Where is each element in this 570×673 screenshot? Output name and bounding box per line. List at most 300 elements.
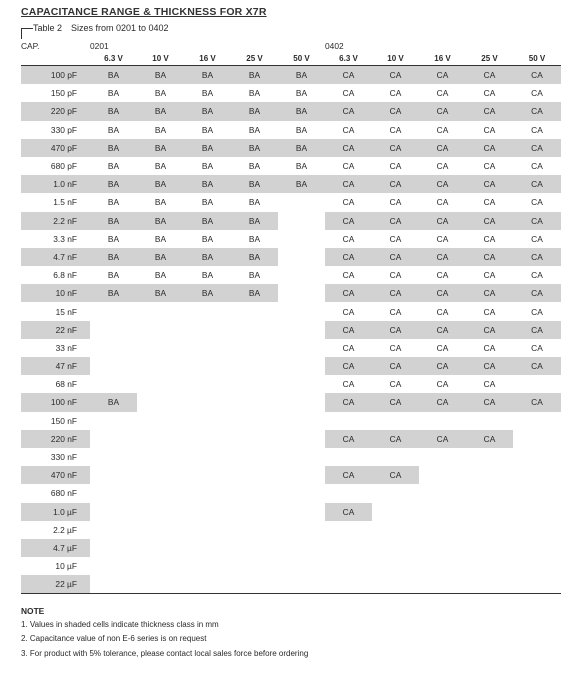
table-row <box>21 248 561 266</box>
thickness-cell: BA <box>201 124 214 135</box>
thickness-cell <box>90 339 137 357</box>
thickness-cell <box>372 557 419 575</box>
thickness-cell <box>137 302 184 320</box>
thickness-cell: BA <box>231 102 278 120</box>
thickness-cell <box>90 412 137 430</box>
thickness-cell: CA <box>419 66 466 85</box>
voltage-header: 6.3 V <box>325 51 372 66</box>
thickness-cell <box>513 448 561 466</box>
thickness-cell <box>231 375 278 393</box>
thickness-cell <box>278 284 325 302</box>
thickness-cell: BA <box>90 175 137 193</box>
thickness-cell: BA <box>201 88 214 99</box>
thickness-cell <box>184 575 231 594</box>
notes-section <box>21 604 308 661</box>
thickness-cell: CA <box>372 393 419 411</box>
thickness-cell <box>90 503 137 521</box>
thickness-cell <box>231 430 278 448</box>
thickness-cell: CA <box>466 357 513 375</box>
thickness-cell <box>90 521 137 539</box>
thickness-cell: BA <box>248 197 261 208</box>
thickness-cell: CA <box>466 66 513 85</box>
thickness-cell: CA <box>483 88 496 99</box>
thickness-cell <box>137 448 184 466</box>
thickness-cell <box>137 539 184 557</box>
thickness-cell: BA <box>295 88 308 99</box>
thickness-cell: BA <box>231 212 278 230</box>
thickness-cell <box>90 321 137 339</box>
thickness-cell: CA <box>466 248 513 266</box>
thickness-cell: CA <box>483 197 496 208</box>
thickness-cell: CA <box>372 248 419 266</box>
thickness-cell: CA <box>372 284 419 302</box>
thickness-cell <box>231 412 278 430</box>
thickness-cell <box>90 448 137 466</box>
thickness-cell <box>278 412 325 430</box>
thickness-cell: CA <box>342 88 355 99</box>
thickness-cell <box>137 339 184 357</box>
thickness-cell: CA <box>372 430 419 448</box>
thickness-cell: CA <box>513 212 561 230</box>
thickness-cell: CA <box>419 248 466 266</box>
cap-value: 10 µF <box>55 561 77 572</box>
thickness-cell <box>184 393 231 411</box>
thickness-cell <box>184 412 231 430</box>
thickness-cell <box>278 448 325 466</box>
cap-value: 470 nF <box>21 466 90 484</box>
thickness-cell: CA <box>531 306 543 317</box>
thickness-cell <box>372 503 419 521</box>
table-row <box>21 430 561 448</box>
thickness-cell <box>513 375 561 393</box>
thickness-cell <box>184 430 231 448</box>
thickness-cell: CA <box>419 139 466 157</box>
thickness-cell <box>278 503 325 521</box>
thickness-cell: CA <box>513 175 561 193</box>
thickness-cell <box>137 484 184 502</box>
thickness-cell <box>513 466 561 484</box>
thickness-cell: BA <box>90 139 137 157</box>
thickness-cell <box>513 412 561 430</box>
voltage-header: 10 V <box>372 51 419 66</box>
thickness-cell <box>419 484 466 502</box>
thickness-cell <box>372 575 419 594</box>
thickness-cell: CA <box>389 197 402 208</box>
table-body <box>21 66 561 594</box>
table-row <box>21 266 561 284</box>
thickness-cell: CA <box>342 379 355 390</box>
thickness-cell: CA <box>419 284 466 302</box>
thickness-cell: BA <box>184 102 231 120</box>
thickness-cell: CA <box>436 270 449 281</box>
voltage-header: 16 V <box>419 51 466 66</box>
thickness-cell <box>231 321 278 339</box>
cap-value: 15 nF <box>55 306 77 317</box>
table-row <box>21 466 561 484</box>
cap-value: 330 nF <box>50 452 77 463</box>
thickness-cell: CA <box>531 197 543 208</box>
thickness-cell: CA <box>389 161 402 172</box>
thickness-cell <box>513 503 561 521</box>
thickness-cell: CA <box>325 430 372 448</box>
thickness-cell <box>231 302 278 320</box>
table-number: Table 2 <box>33 23 63 33</box>
cap-value: 22 nF <box>21 321 90 339</box>
thickness-cell <box>278 302 325 320</box>
thickness-cell <box>184 557 231 575</box>
thickness-cell: CA <box>342 342 355 353</box>
thickness-cell: CA <box>483 270 496 281</box>
thickness-cell <box>325 539 372 557</box>
thickness-cell: CA <box>325 139 372 157</box>
thickness-cell: CA <box>419 393 466 411</box>
cap-value: 100 nF <box>21 393 90 411</box>
thickness-cell <box>231 521 278 539</box>
thickness-cell: CA <box>325 393 372 411</box>
thickness-cell <box>278 375 325 393</box>
thickness-cell <box>184 521 231 539</box>
cap-value: 1.0 nF <box>21 175 90 193</box>
thickness-cell: CA <box>389 270 402 281</box>
thickness-cell <box>325 521 372 539</box>
table-row <box>21 412 561 430</box>
thickness-cell: BA <box>184 248 231 266</box>
thickness-cell: CA <box>483 233 496 244</box>
thickness-cell: CA <box>466 175 513 193</box>
thickness-cell: CA <box>325 284 372 302</box>
thickness-cell: CA <box>483 161 496 172</box>
thickness-cell <box>372 448 419 466</box>
cap-value: 22 µF <box>21 575 90 594</box>
thickness-cell: CA <box>325 248 372 266</box>
thickness-cell: BA <box>248 270 261 281</box>
thickness-cell <box>419 539 466 557</box>
thickness-cell: BA <box>137 139 184 157</box>
thickness-cell <box>278 575 325 594</box>
cap-value: 100 pF <box>21 66 90 85</box>
cap-value: 1.0 µF <box>21 503 90 521</box>
thickness-cell: BA <box>184 139 231 157</box>
table-row <box>21 521 561 539</box>
thickness-cell: BA <box>248 233 261 244</box>
thickness-cell: CA <box>389 342 402 353</box>
thickness-cell: CA <box>342 306 355 317</box>
table-row <box>21 66 561 85</box>
thickness-cell <box>278 557 325 575</box>
thickness-cell: BA <box>154 197 167 208</box>
thickness-cell: CA <box>513 139 561 157</box>
thickness-cell <box>278 393 325 411</box>
voltage-header: 25 V <box>231 51 278 66</box>
table-row <box>21 321 561 339</box>
voltage-header: 50 V <box>278 51 325 66</box>
thickness-cell: BA <box>137 248 184 266</box>
table-row <box>21 175 561 193</box>
voltage-header-row <box>21 51 561 66</box>
table-row <box>21 484 561 502</box>
thickness-cell: CA <box>436 379 449 390</box>
thickness-cell: BA <box>201 161 214 172</box>
table-row <box>21 230 561 248</box>
thickness-cell: BA <box>201 233 214 244</box>
thickness-cell <box>231 466 278 484</box>
thickness-cell <box>419 412 466 430</box>
cap-value: 150 pF <box>50 88 77 99</box>
thickness-cell: BA <box>90 212 137 230</box>
thickness-cell: BA <box>137 102 184 120</box>
cap-value: 220 pF <box>21 102 90 120</box>
thickness-cell <box>325 412 372 430</box>
thickness-cell: CA <box>419 430 466 448</box>
table-row <box>21 284 561 302</box>
thickness-cell: CA <box>466 430 513 448</box>
thickness-cell: CA <box>436 124 449 135</box>
thickness-cell <box>419 448 466 466</box>
thickness-cell <box>466 484 513 502</box>
cap-value: 2.2 nF <box>21 212 90 230</box>
cap-value: 4.7 nF <box>21 248 90 266</box>
voltage-header: 25 V <box>466 51 513 66</box>
cap-value: 47 nF <box>21 357 90 375</box>
thickness-cell: CA <box>436 306 449 317</box>
thickness-cell <box>137 521 184 539</box>
thickness-cell <box>419 466 466 484</box>
voltage-header: 50 V <box>513 51 561 66</box>
thickness-cell: BA <box>107 124 120 135</box>
thickness-cell: BA <box>184 284 231 302</box>
table-row <box>21 539 561 557</box>
thickness-cell <box>184 357 231 375</box>
thickness-cell: BA <box>248 124 261 135</box>
thickness-cell: BA <box>278 139 325 157</box>
thickness-cell: CA <box>466 321 513 339</box>
table-subtitle: Sizes from 0201 to 0402 <box>71 23 169 33</box>
cap-value: 680 nF <box>50 488 77 499</box>
capacitance-table <box>21 38 561 594</box>
thickness-cell: CA <box>389 124 402 135</box>
thickness-cell: CA <box>419 212 466 230</box>
table-row <box>21 193 561 211</box>
thickness-cell <box>419 557 466 575</box>
thickness-cell: BA <box>278 102 325 120</box>
thickness-cell: CA <box>419 357 466 375</box>
page-title: CAPACITANCE RANGE & THICKNESS FOR X7R <box>21 6 267 18</box>
thickness-cell: CA <box>531 161 543 172</box>
thickness-cell <box>184 539 231 557</box>
thickness-cell <box>513 539 561 557</box>
thickness-cell <box>278 193 325 211</box>
thickness-cell: CA <box>389 233 402 244</box>
thickness-cell <box>90 575 137 594</box>
thickness-cell: CA <box>466 212 513 230</box>
cap-value: 220 nF <box>21 430 90 448</box>
thickness-cell: CA <box>531 270 543 281</box>
thickness-cell <box>466 503 513 521</box>
thickness-cell: BA <box>107 88 120 99</box>
thickness-cell: BA <box>90 102 137 120</box>
thickness-cell: BA <box>154 88 167 99</box>
thickness-cell: CA <box>466 393 513 411</box>
size-header-0402: 0402 <box>325 41 344 51</box>
thickness-cell <box>513 557 561 575</box>
thickness-cell <box>231 539 278 557</box>
thickness-cell: CA <box>342 270 355 281</box>
thickness-cell <box>419 503 466 521</box>
table-row <box>21 157 561 175</box>
thickness-cell: CA <box>419 175 466 193</box>
thickness-cell <box>325 575 372 594</box>
cap-value: 470 pF <box>21 139 90 157</box>
thickness-cell: CA <box>531 88 543 99</box>
thickness-cell <box>137 357 184 375</box>
thickness-cell: CA <box>513 248 561 266</box>
thickness-cell: CA <box>325 175 372 193</box>
cap-value: 68 nF <box>55 379 77 390</box>
thickness-cell: CA <box>389 379 402 390</box>
cap-header: CAP. <box>21 41 40 51</box>
cap-value: 2.2 µF <box>53 524 77 535</box>
thickness-cell: BA <box>278 175 325 193</box>
thickness-cell: BA <box>137 66 184 85</box>
thickness-cell <box>184 302 231 320</box>
size-header-0201: 0201 <box>90 41 109 51</box>
thickness-cell: CA <box>483 379 496 390</box>
thickness-cell <box>90 357 137 375</box>
thickness-cell <box>90 375 137 393</box>
thickness-cell <box>90 302 137 320</box>
thickness-cell <box>137 321 184 339</box>
thickness-cell <box>278 539 325 557</box>
table-row <box>21 393 561 411</box>
thickness-cell: CA <box>325 357 372 375</box>
thickness-cell: CA <box>513 284 561 302</box>
cap-value: 150 nF <box>50 415 77 426</box>
thickness-cell: CA <box>436 197 449 208</box>
table-row <box>21 339 561 357</box>
thickness-cell: BA <box>231 175 278 193</box>
thickness-cell <box>278 212 325 230</box>
thickness-cell: BA <box>154 270 167 281</box>
thickness-cell: CA <box>325 66 372 85</box>
thickness-cell <box>231 448 278 466</box>
thickness-cell: CA <box>513 393 561 411</box>
thickness-cell: CA <box>436 88 449 99</box>
thickness-cell: BA <box>248 161 261 172</box>
thickness-cell: CA <box>342 161 355 172</box>
thickness-cell: CA <box>531 124 543 135</box>
thickness-cell <box>184 321 231 339</box>
thickness-cell: CA <box>325 212 372 230</box>
table-row <box>21 575 561 594</box>
thickness-cell: BA <box>90 66 137 85</box>
thickness-cell <box>90 430 137 448</box>
thickness-cell <box>419 521 466 539</box>
thickness-cell: CA <box>513 102 561 120</box>
thickness-cell: BA <box>107 161 120 172</box>
thickness-cell: BA <box>231 139 278 157</box>
thickness-cell <box>90 539 137 557</box>
thickness-cell <box>137 430 184 448</box>
table-row <box>21 357 561 375</box>
thickness-cell <box>184 466 231 484</box>
thickness-cell: CA <box>372 102 419 120</box>
thickness-cell <box>278 248 325 266</box>
thickness-cell: BA <box>231 66 278 85</box>
thickness-cell <box>90 466 137 484</box>
thickness-cell: CA <box>342 233 355 244</box>
thickness-cell: BA <box>184 175 231 193</box>
table-row <box>21 84 561 102</box>
thickness-cell <box>278 357 325 375</box>
thickness-cell: CA <box>325 102 372 120</box>
cap-value: 4.7 µF <box>21 539 90 557</box>
cap-value: 1.5 nF <box>53 197 77 208</box>
thickness-cell <box>137 557 184 575</box>
thickness-cell: CA <box>372 66 419 85</box>
table-row <box>21 102 561 120</box>
thickness-cell: BA <box>137 212 184 230</box>
thickness-cell: CA <box>513 66 561 85</box>
thickness-cell <box>278 466 325 484</box>
thickness-cell: CA <box>325 466 372 484</box>
thickness-cell <box>466 557 513 575</box>
thickness-cell: BA <box>107 270 120 281</box>
thickness-cell: BA <box>137 175 184 193</box>
thickness-cell: BA <box>231 284 278 302</box>
note-item: 2. Capacitance value of non E-6 series is on request <box>21 634 207 644</box>
thickness-cell: BA <box>107 233 120 244</box>
thickness-cell <box>231 339 278 357</box>
thickness-cell: BA <box>231 248 278 266</box>
thickness-cell: CA <box>342 197 355 208</box>
thickness-cell <box>231 503 278 521</box>
thickness-cell: BA <box>201 197 214 208</box>
table-row <box>21 503 561 521</box>
thickness-cell <box>184 448 231 466</box>
thickness-cell <box>466 448 513 466</box>
thickness-cell: CA <box>466 284 513 302</box>
thickness-cell: CA <box>342 124 355 135</box>
thickness-cell <box>231 484 278 502</box>
thickness-cell <box>325 448 372 466</box>
table-row <box>21 121 561 139</box>
voltage-header: 6.3 V <box>90 51 137 66</box>
thickness-cell <box>325 557 372 575</box>
thickness-cell: CA <box>513 357 561 375</box>
thickness-cell: CA <box>372 212 419 230</box>
thickness-cell <box>137 503 184 521</box>
cap-value: 10 nF <box>21 284 90 302</box>
thickness-cell: CA <box>389 88 402 99</box>
table-row <box>21 557 561 575</box>
thickness-cell <box>278 266 325 284</box>
thickness-cell: CA <box>372 466 419 484</box>
cap-value: 3.3 nF <box>53 233 77 244</box>
thickness-cell: CA <box>419 102 466 120</box>
thickness-cell: CA <box>483 342 496 353</box>
thickness-cell <box>466 412 513 430</box>
thickness-cell: BA <box>201 270 214 281</box>
thickness-cell: BA <box>248 88 261 99</box>
thickness-cell: CA <box>389 306 402 317</box>
thickness-cell <box>513 484 561 502</box>
table-row <box>21 212 561 230</box>
thickness-cell: BA <box>137 284 184 302</box>
thickness-cell: CA <box>372 175 419 193</box>
note-item: 3. For product with 5% tolerance, please contact local sales force before ordering <box>21 648 309 658</box>
thickness-cell: BA <box>278 66 325 85</box>
thickness-cell: BA <box>154 124 167 135</box>
